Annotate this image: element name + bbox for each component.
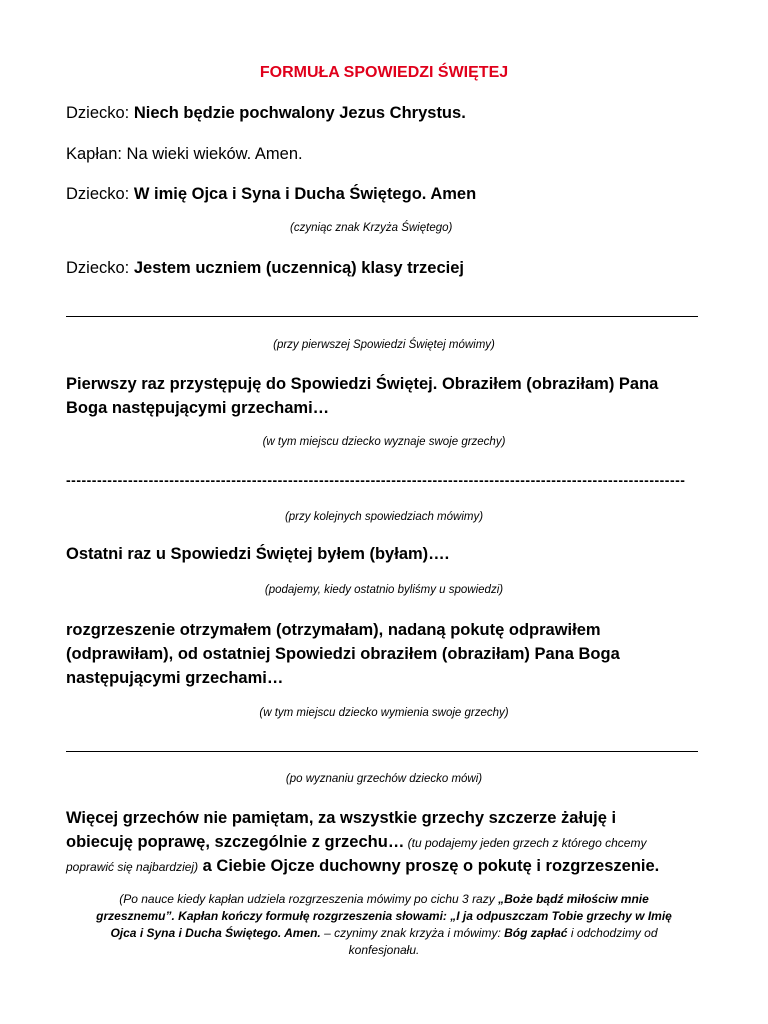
line-child-sign (66, 185, 476, 204)
closing-bold: obiecuję poprawę, szczególnie z grzechu… (66, 833, 405, 851)
first-confession-text-2: Boga następującymi grzechami… (66, 399, 330, 417)
last-confession-text: Ostatni raz u Spowiedzi Świętej byłem (byłam)…. (66, 545, 450, 563)
final-instructions (70, 891, 698, 959)
document-title: FORMUŁA SPOWIEDZI ŚWIĘTEJ (259, 64, 509, 81)
absolution-text-3: następującymi grzechami… (66, 669, 284, 687)
closing-text-3 (66, 854, 659, 879)
closing-text-2 (66, 830, 646, 855)
final-text: (Po nauce kiedy kapłan udziela rozgrzeszenia mówimy po cichu 3 razy (119, 892, 499, 906)
line-priest-response: Kapłan: Na wieki wieków. Amen. (66, 145, 303, 163)
next-confession-note: (przy kolejnych spowiedziach mówimy) (284, 511, 484, 523)
speaker-label: Dziecko: (66, 259, 134, 277)
absolution-text-1: rozgrzeszenie otrzymałem (otrzymałam), nadaną pokutę odprawiłem (66, 621, 601, 639)
first-confession-text-1: Pierwszy raz przystępuję do Spowiedzi Świętej. Obraziłem (obraziłam) Pana (66, 375, 659, 393)
sign-note: (czyniąc znak Krzyża Świętego) (290, 222, 453, 234)
closing-bold-2: a Ciebie Ojcze duchowny proszę o pokutę i rozgrzeszenie. (198, 857, 660, 875)
separator-line-2 (66, 751, 698, 752)
final-bold: „Boże bądź miłościw mnie (498, 892, 649, 906)
absolution-note: (w tym miejscu dziecko wymienia swoje grzechy) (259, 707, 509, 719)
sign-text: W imię Ojca i Syna i Ducha Świętego. Amen (133, 185, 477, 203)
final-text: – czynimy znak krzyża i mówimy: (320, 926, 505, 940)
speaker-label: Dziecko: (66, 104, 134, 122)
first-confession-note-2: (w tym miejscu dziecko wyznaje swoje grzechy) (262, 436, 506, 448)
dashed-separator: ------------------------------------------------------------------------------------------------------------------------ (66, 472, 686, 488)
after-confession-note: (po wyznaniu grzechów dziecko mówi) (285, 773, 483, 785)
final-bold: Bóg zapłać (504, 926, 568, 940)
final-line-3 (70, 925, 698, 942)
final-text: i odchodzimy od (567, 926, 658, 940)
final-line-1 (70, 891, 698, 908)
line-child-greeting (66, 104, 466, 123)
final-bold: grzesznemu”. Kapłan kończy formułę rozgrzeszenia słowami: „I ja odpuszczam Tobie grzechy w Imię (96, 909, 672, 923)
last-confession-note: (podajemy, kiedy ostatnio byliśmy u spowiedzi) (264, 584, 504, 596)
closing-italic-2: poprawić się najbardziej) (66, 860, 199, 874)
closing-text-1: Więcej grzechów nie pamiętam, za wszystkie grzechy szczerze żałuję i (66, 809, 617, 827)
absolution-text-2: (odprawiłam), od ostatniej Spowiedzi obraziłem (obraziłam) Pana Boga (66, 645, 620, 663)
separator-line (66, 316, 698, 317)
closing-italic: (tu podajemy jeden grzech z którego chcemy (404, 836, 647, 850)
final-bold: Ojca i Syna i Ducha Świętego. Amen. (110, 926, 321, 940)
speaker-label: Dziecko: (66, 185, 134, 203)
final-line-2 (70, 908, 698, 925)
class-text: Jestem uczniem (uczennicą) klasy trzeciej (133, 259, 465, 277)
final-text: konfesjonału. (348, 943, 420, 957)
final-line-4 (70, 942, 698, 959)
first-confession-note: (przy pierwszej Spowiedzi Świętej mówimy) (273, 339, 495, 351)
greeting-text: Niech będzie pochwalony Jezus Chrystus. (133, 104, 466, 122)
line-child-class (66, 259, 464, 278)
